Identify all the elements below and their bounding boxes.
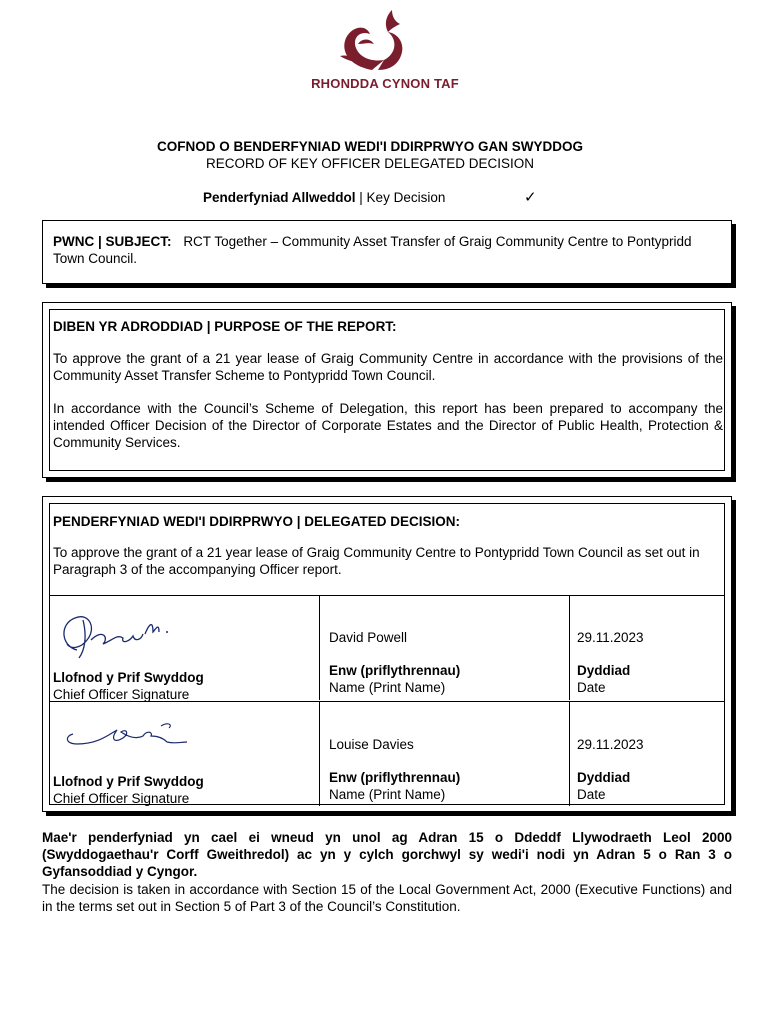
officer-name: David Powell [329,630,408,645]
key-decision-line [203,190,445,205]
decision-text: To approve the grant of a 21 year lease of Graig Community Centre to Pontypridd Town Council as set out in Paragraph 3 of the accompanying Officer report. [53,545,700,577]
delegated-decision-box [42,496,732,812]
key-decision-welsh: Penderfyniad Allweddol [203,190,356,205]
name-label-welsh: Enw (priflythrennau) [329,663,461,678]
purpose-box [42,302,732,478]
record-title-welsh: COFNOD O BENDERFYNIAD WEDI'I DDIRPRWYO GAN SWYDDOG [157,139,583,154]
sig-label-welsh: Llofnod y Prif Swyddog [53,670,204,685]
date-label-english: Date [577,787,606,802]
sig-label-welsh: Llofnod y Prif Swyddog [53,774,204,789]
signature-table [49,595,725,806]
date-label-welsh: Dyddiad [577,770,631,785]
footer-english: The decision is taken in accordance with Section 15 of the Local Government Act, 2000 (Executive Functions) and in the terms set out in Section 5 of Part 3 of the Council’s Constitution. [42,882,732,914]
decision-heading: PENDERFYNIAD WEDI'I DDIRPRWYO | DELEGATED DECISION: [53,514,461,529]
purpose-paragraph-1: To approve the grant of a 21 year lease of Graig Community Centre in accordance with the provisions of the Community Asset Transfer Scheme to Pontypridd Town Council. [53,351,723,383]
footer-welsh: Mae'r penderfyniad yn cael ei wneud yn unol ag Adran 15 o Ddeddf Llywodraeth Leol 2000 (Swyddogaethau'r Corff Gweithredol) ac yn y cylch gorchwyl sy wedi'i nodi yn Adran 5 o Ran 3 o Gyfansoddiad y Cyngor. [42,830,732,879]
decision-date: 29.11.2023 [577,737,644,752]
name-label-english: Name (Print Name) [329,787,446,802]
subject-box [42,220,732,284]
record-title-english: RECORD OF KEY OFFICER DELEGATED DECISION [205,156,535,171]
dragon-logo-icon [300,4,470,76]
date-label-english: Date [577,680,606,695]
subject-value: RCT Together – Community Asset Transfer of Graig Community Centre to Pontypridd Town Council. [53,234,692,266]
logo-text: RHONDDA CYNON TAF [311,76,459,91]
subject-label: PWNC | SUBJECT: [53,234,172,249]
name-label-welsh: Enw (priflythrennau) [329,770,461,785]
signature-louise-davies [57,714,197,754]
signature-row [49,701,725,806]
subject-text [53,233,723,267]
purpose-heading: DIBEN YR ADRODDIAD | PURPOSE OF THE REPORT: [53,319,397,334]
name-label-english: Name (Print Name) [329,680,446,695]
key-decision-check-icon: ✓ [524,189,537,206]
sig-label-english: Chief Officer Signature [53,791,190,806]
signature-david-powell [57,610,177,662]
sig-label-english: Chief Officer Signature [53,687,190,702]
council-logo [0,0,770,100]
signature-row [49,596,725,700]
decision-date: 29.11.2023 [577,630,644,645]
key-decision-english: | Key Decision [359,190,446,205]
date-label-welsh: Dyddiad [577,663,631,678]
officer-name: Louise Davies [329,737,414,752]
purpose-paragraph-2: In accordance with the Council’s Scheme of Delegation, this report has been prepared to accompany the intended Officer Decision of the Director of Corporate Estates and the Director of Public Health, Protection & Community Services. [53,401,723,450]
